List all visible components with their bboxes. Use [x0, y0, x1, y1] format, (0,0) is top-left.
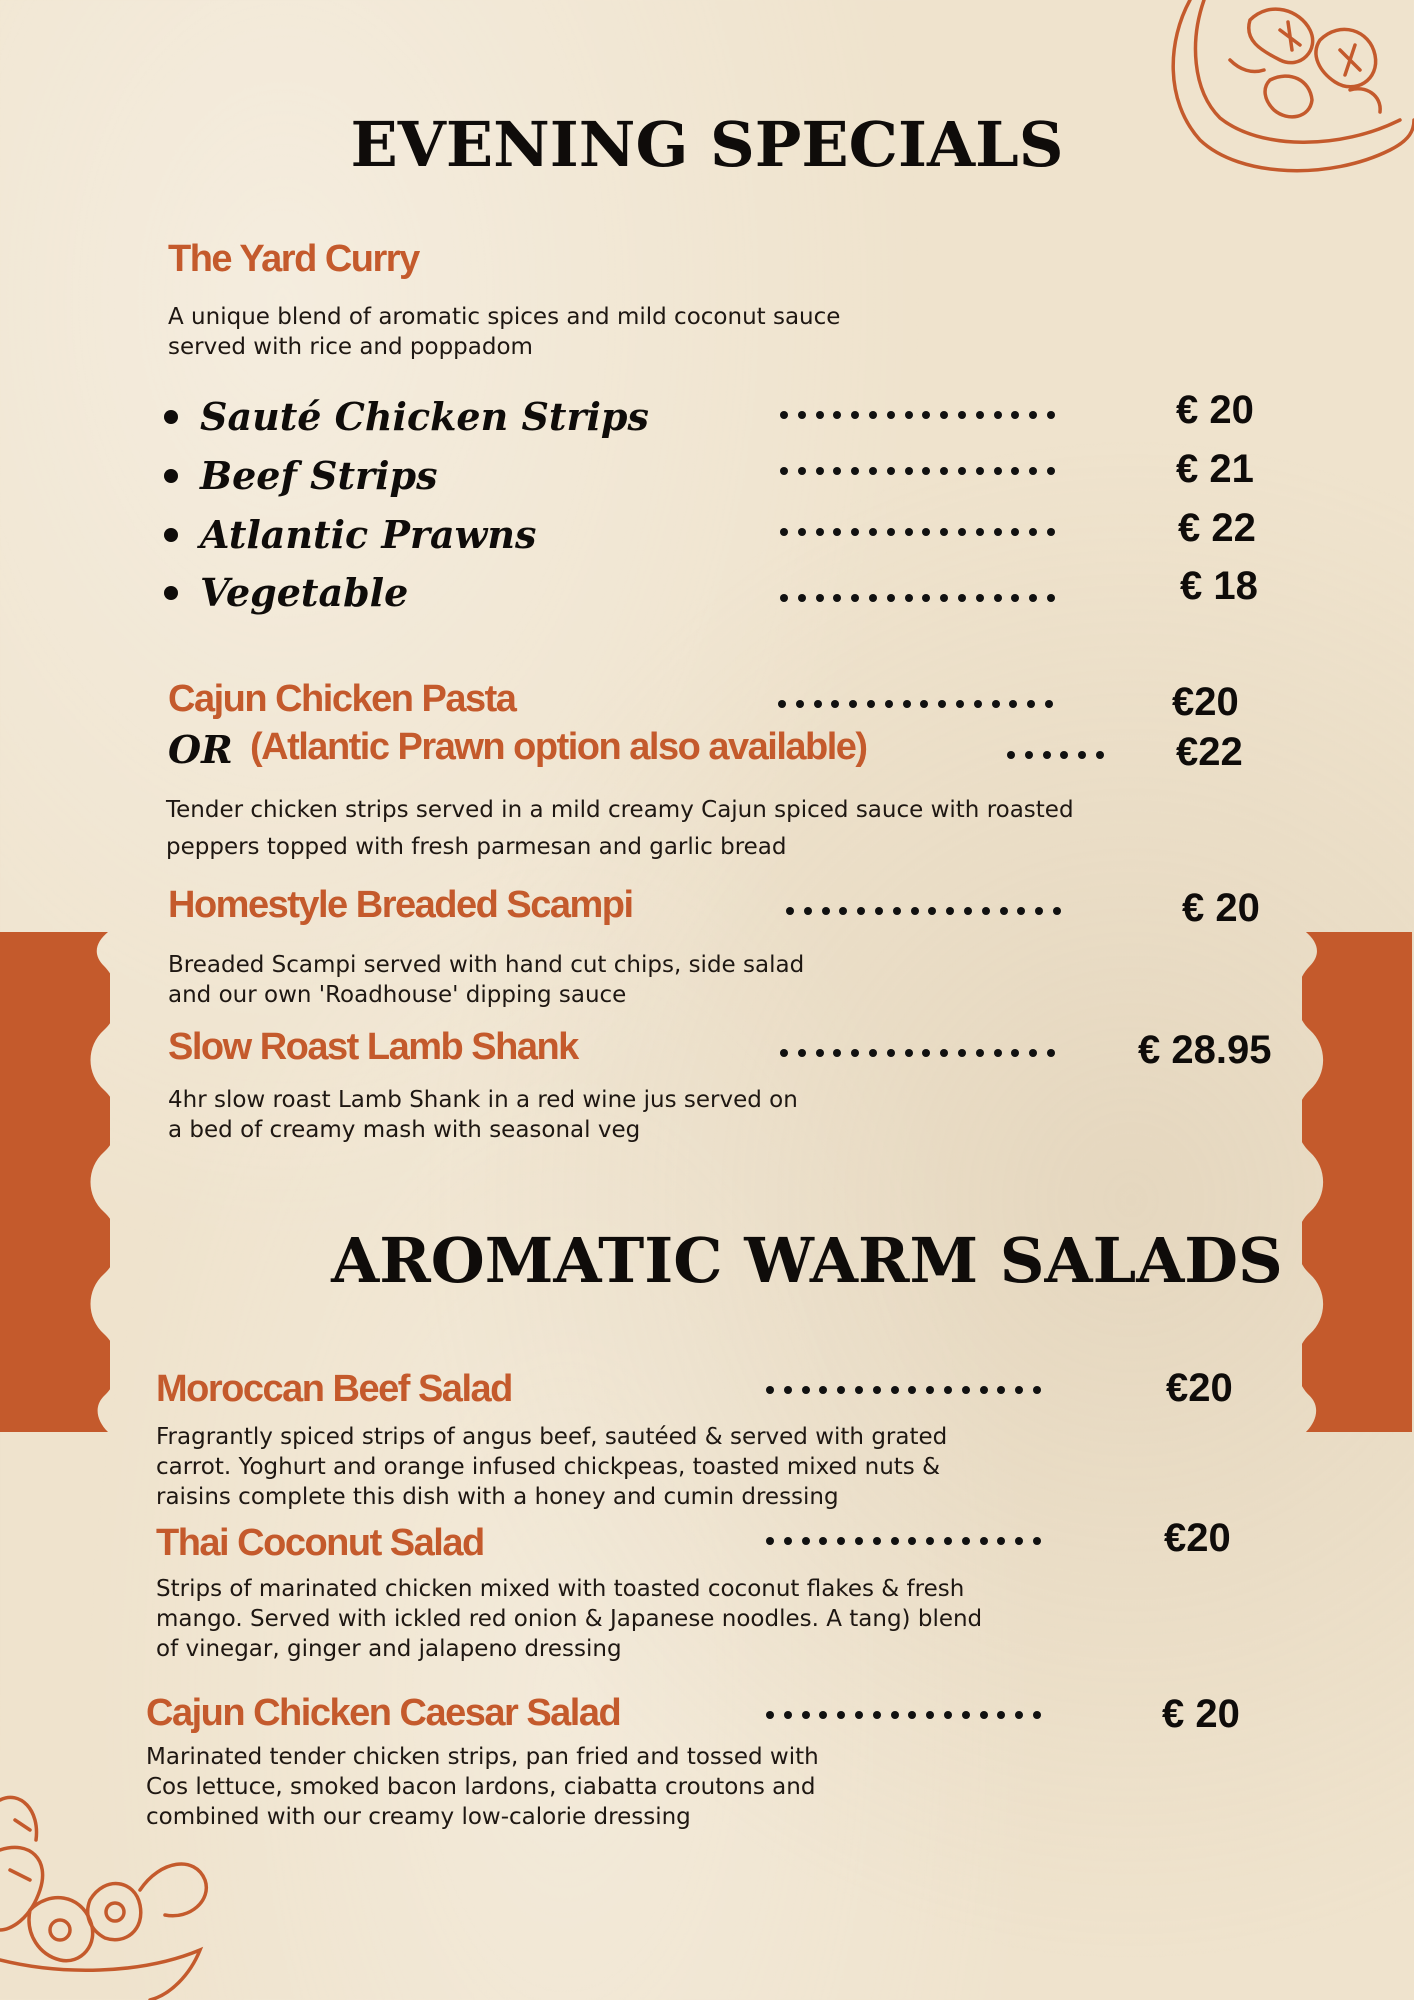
leader-dot [903, 700, 911, 708]
leader-dot [994, 594, 1002, 602]
price: € 20 [1176, 388, 1254, 432]
leader-dot [816, 528, 824, 536]
leader-dot [958, 411, 966, 419]
leader-dot [869, 594, 877, 602]
leader-dot [1078, 751, 1086, 759]
leader-dot [946, 907, 954, 915]
leader-dot [926, 1537, 934, 1545]
leader-dot [1033, 1537, 1041, 1545]
leader-dot [893, 907, 901, 915]
leader-dot [857, 907, 865, 915]
leader-dot [869, 528, 877, 536]
leader-dot [922, 528, 930, 536]
leader-dot [802, 1711, 810, 1719]
leader-dot [780, 467, 788, 475]
price: € 22 [1178, 506, 1256, 550]
leader-dot [780, 594, 788, 602]
curry-option [164, 394, 649, 439]
dish-option-note: (Atlantic Prawn option also available) [250, 726, 867, 768]
leader-dot [819, 1537, 827, 1545]
leader-dot [819, 1386, 827, 1394]
leader-dot [994, 411, 1002, 419]
leader-dot [940, 1049, 948, 1057]
bullet-icon [164, 469, 178, 483]
price: € 20 [1182, 886, 1260, 930]
leader-dot [1029, 467, 1037, 475]
leader-dot [905, 467, 913, 475]
leader-dot [804, 907, 812, 915]
leader-dot [1060, 751, 1068, 759]
leader-dot [922, 411, 930, 419]
leader-dot [873, 1711, 881, 1719]
leader-dot [855, 1386, 863, 1394]
leader-dot [1000, 907, 1008, 915]
leader-dot [786, 907, 794, 915]
dot-leader [766, 1711, 1051, 1723]
leader-dot [816, 594, 824, 602]
leader-dot [833, 411, 841, 419]
leader-dot [891, 1711, 899, 1719]
dot-leader [780, 594, 1065, 606]
dot-leader [766, 1537, 1051, 1549]
leader-dot [944, 1711, 952, 1719]
leader-dot [938, 700, 946, 708]
leader-dot [922, 594, 930, 602]
leader-dot [837, 1537, 845, 1545]
leader-dot [778, 700, 786, 708]
bullet-icon [164, 528, 178, 542]
leader-dot [940, 467, 948, 475]
leader-dot [887, 411, 895, 419]
leader-dot [1096, 751, 1104, 759]
price: €22 [1176, 730, 1243, 774]
leader-dot [1035, 907, 1043, 915]
dish-name: Moroccan Beef Salad [156, 1368, 512, 1410]
leader-dot [905, 1049, 913, 1057]
dish-name: Cajun Chicken Pasta [168, 678, 516, 720]
leader-dot [980, 1711, 988, 1719]
leader-dot [976, 594, 984, 602]
leader-dot [833, 1049, 841, 1057]
leader-dot [855, 1711, 863, 1719]
left-wavy-band [0, 932, 110, 1432]
leader-dot [887, 594, 895, 602]
leader-dot [1009, 700, 1017, 708]
right-wavy-band [1302, 932, 1412, 1432]
leader-dot [920, 700, 928, 708]
leader-dot [814, 700, 822, 708]
leader-dot [891, 1537, 899, 1545]
leader-dot [837, 1711, 845, 1719]
leader-dot [976, 528, 984, 536]
leader-dot [851, 1049, 859, 1057]
curry-option [164, 512, 536, 557]
leader-dot [1029, 594, 1037, 602]
leader-dot [855, 1537, 863, 1545]
dot-leader [778, 700, 1063, 712]
leader-dot [873, 1537, 881, 1545]
dish-description: Fragrantly spiced strips of angus beef, sautéed & served with grated carrot. Yoghurt and orange infused chickpeas, toasted mixed nuts & raisins complete this dish with a honey and cumin dressing [156, 1424, 948, 1510]
dish-name: The Yard Curry [168, 238, 419, 280]
leader-dot [796, 700, 804, 708]
dish-description: Breaded Scampi served with hand cut chips, side salad and our own 'Roadhouse' dipping sauce [168, 952, 805, 1008]
curry-option-label: Beef Strips [200, 453, 438, 498]
leader-dot [956, 700, 964, 708]
price: € 20 [1162, 1692, 1240, 1736]
leader-dot [1053, 907, 1061, 915]
leader-dot [1047, 467, 1055, 475]
price: € 21 [1176, 447, 1254, 491]
leader-dot [976, 411, 984, 419]
leader-dot [839, 907, 847, 915]
leader-dot [905, 411, 913, 419]
leader-dot [784, 1711, 792, 1719]
dish-name: Homestyle Breaded Scampi [168, 884, 633, 926]
leader-dot [851, 528, 859, 536]
leader-dot [873, 1386, 881, 1394]
leader-dot [1011, 467, 1019, 475]
leader-dot [1047, 411, 1055, 419]
leader-dot [928, 907, 936, 915]
leader-dot [926, 1711, 934, 1719]
section-title: AROMATIC WARM SALADS [331, 1224, 1283, 1297]
leader-dot [833, 594, 841, 602]
leader-dot [905, 528, 913, 536]
leader-dot [869, 1049, 877, 1057]
leader-dot [994, 467, 1002, 475]
leader-dot [802, 1537, 810, 1545]
leader-dot [869, 411, 877, 419]
dot-leader [780, 1049, 1065, 1061]
leader-dot [816, 467, 824, 475]
leader-dot [1011, 1049, 1019, 1057]
dish-description: Tender chicken strips served in a mild creamy Cajun spiced sauce with roasted peppers topped with fresh parmesan and garlic bread [166, 797, 1074, 860]
leader-dot [851, 411, 859, 419]
leader-dot [908, 1711, 916, 1719]
dish-name: Thai Coconut Salad [156, 1522, 484, 1564]
leader-dot [766, 1711, 774, 1719]
leader-dot [837, 1386, 845, 1394]
price: €20 [1166, 1366, 1233, 1410]
leader-dot [958, 594, 966, 602]
leader-dot [1011, 594, 1019, 602]
leader-dot [994, 1049, 1002, 1057]
leader-dot [784, 1537, 792, 1545]
leader-dot [1011, 411, 1019, 419]
dot-leader [780, 528, 1065, 540]
leader-dot [1007, 751, 1015, 759]
leader-dot [798, 411, 806, 419]
leader-dot [980, 1537, 988, 1545]
leader-dot [1047, 594, 1055, 602]
leader-dot [958, 1049, 966, 1057]
leader-dot [1029, 411, 1037, 419]
leader-dot [1047, 528, 1055, 536]
leader-dot [992, 700, 1000, 708]
dot-leader [1007, 751, 1114, 763]
curry-option-label: Vegetable [200, 570, 409, 615]
leader-dot [1033, 1711, 1041, 1719]
price: € 28.95 [1138, 1028, 1272, 1072]
leader-dot [1029, 1049, 1037, 1057]
price: € 18 [1180, 564, 1258, 608]
leader-dot [875, 907, 883, 915]
leader-dot [911, 907, 919, 915]
leader-dot [940, 594, 948, 602]
or-label: OR [168, 727, 233, 772]
leader-dot [1045, 700, 1053, 708]
curry-option-label: Atlantic Prawns [200, 512, 537, 557]
page-title: EVENING SPECIALS [350, 108, 1064, 181]
leader-dot [944, 1537, 952, 1545]
leader-dot [833, 528, 841, 536]
leader-dot [784, 1386, 792, 1394]
leader-dot [887, 1049, 895, 1057]
leader-dot [816, 1049, 824, 1057]
dot-leader [766, 1386, 1051, 1398]
dish-name: Cajun Chicken Caesar Salad [146, 1692, 621, 1734]
leader-dot [887, 467, 895, 475]
leader-dot [974, 700, 982, 708]
leader-dot [1043, 751, 1051, 759]
leader-dot [997, 1711, 1005, 1719]
dish-description: 4hr slow roast Lamb Shank in a red wine jus served on a bed of creamy mash with seasonal veg [168, 1087, 798, 1143]
leader-dot [926, 1386, 934, 1394]
leader-dot [1015, 1386, 1023, 1394]
leader-dot [851, 467, 859, 475]
leader-dot [822, 907, 830, 915]
leader-dot [1047, 1049, 1055, 1057]
leader-dot [798, 1049, 806, 1057]
dot-leader [780, 411, 1065, 423]
leader-dot [1011, 528, 1019, 536]
dish-description: A unique blend of aromatic spices and mild coconut sauce served with rice and poppadom [168, 304, 841, 360]
leader-dot [976, 467, 984, 475]
leader-dot [964, 907, 972, 915]
leader-dot [849, 700, 857, 708]
leader-dot [780, 528, 788, 536]
dish-description: Marinated tender chicken strips, pan fried and tossed with Cos lettuce, smoked bacon lardons, ciabatta croutons and combined with our creamy low-calorie dressing [146, 1744, 819, 1830]
dish-name: Slow Roast Lamb Shank [168, 1026, 578, 1068]
curry-option [164, 570, 408, 615]
leader-dot [833, 467, 841, 475]
leader-dot [980, 1386, 988, 1394]
leader-dot [819, 1711, 827, 1719]
leader-dot [997, 1537, 1005, 1545]
leader-dot [1027, 700, 1035, 708]
leader-dot [802, 1386, 810, 1394]
leader-dot [780, 1049, 788, 1057]
leader-dot [994, 528, 1002, 536]
bullet-icon [164, 586, 178, 600]
leader-dot [891, 1386, 899, 1394]
curry-option-label: Sauté Chicken Strips [200, 394, 649, 439]
leader-dot [976, 1049, 984, 1057]
leader-dot [944, 1386, 952, 1394]
leader-dot [798, 594, 806, 602]
leader-dot [962, 1537, 970, 1545]
leader-dot [982, 907, 990, 915]
leader-dot [958, 467, 966, 475]
leader-dot [940, 411, 948, 419]
dot-leader [780, 467, 1065, 479]
leader-dot [905, 594, 913, 602]
leader-dot [962, 1386, 970, 1394]
dish-description: Strips of marinated chicken mixed with toasted coconut flakes & fresh mango. Served with ickled red onion & Japanese noodles. A tang) blend of vinegar, ginger and jalapeno dressing [156, 1576, 983, 1662]
leader-dot [869, 467, 877, 475]
leader-dot [1015, 1537, 1023, 1545]
leader-dot [887, 528, 895, 536]
leader-dot [940, 528, 948, 536]
leader-dot [997, 1386, 1005, 1394]
leader-dot [908, 1386, 916, 1394]
leader-dot [958, 528, 966, 536]
price: €20 [1172, 680, 1239, 724]
dot-leader [786, 907, 1071, 919]
bullet-icon [164, 410, 178, 424]
leader-dot [1033, 1386, 1041, 1394]
leader-dot [816, 411, 824, 419]
leader-dot [766, 1537, 774, 1545]
leader-dot [1025, 751, 1033, 759]
leader-dot [766, 1386, 774, 1394]
leader-dot [962, 1711, 970, 1719]
leader-dot [780, 411, 788, 419]
leader-dot [1017, 907, 1025, 915]
leader-dot [1015, 1711, 1023, 1719]
leader-dot [922, 467, 930, 475]
leader-dot [798, 528, 806, 536]
leader-dot [1029, 528, 1037, 536]
leader-dot [908, 1537, 916, 1545]
leader-dot [867, 700, 875, 708]
leader-dot [922, 1049, 930, 1057]
leader-dot [831, 700, 839, 708]
leader-dot [851, 594, 859, 602]
curry-option [164, 453, 437, 498]
price: €20 [1164, 1516, 1231, 1560]
leader-dot [885, 700, 893, 708]
leader-dot [798, 467, 806, 475]
